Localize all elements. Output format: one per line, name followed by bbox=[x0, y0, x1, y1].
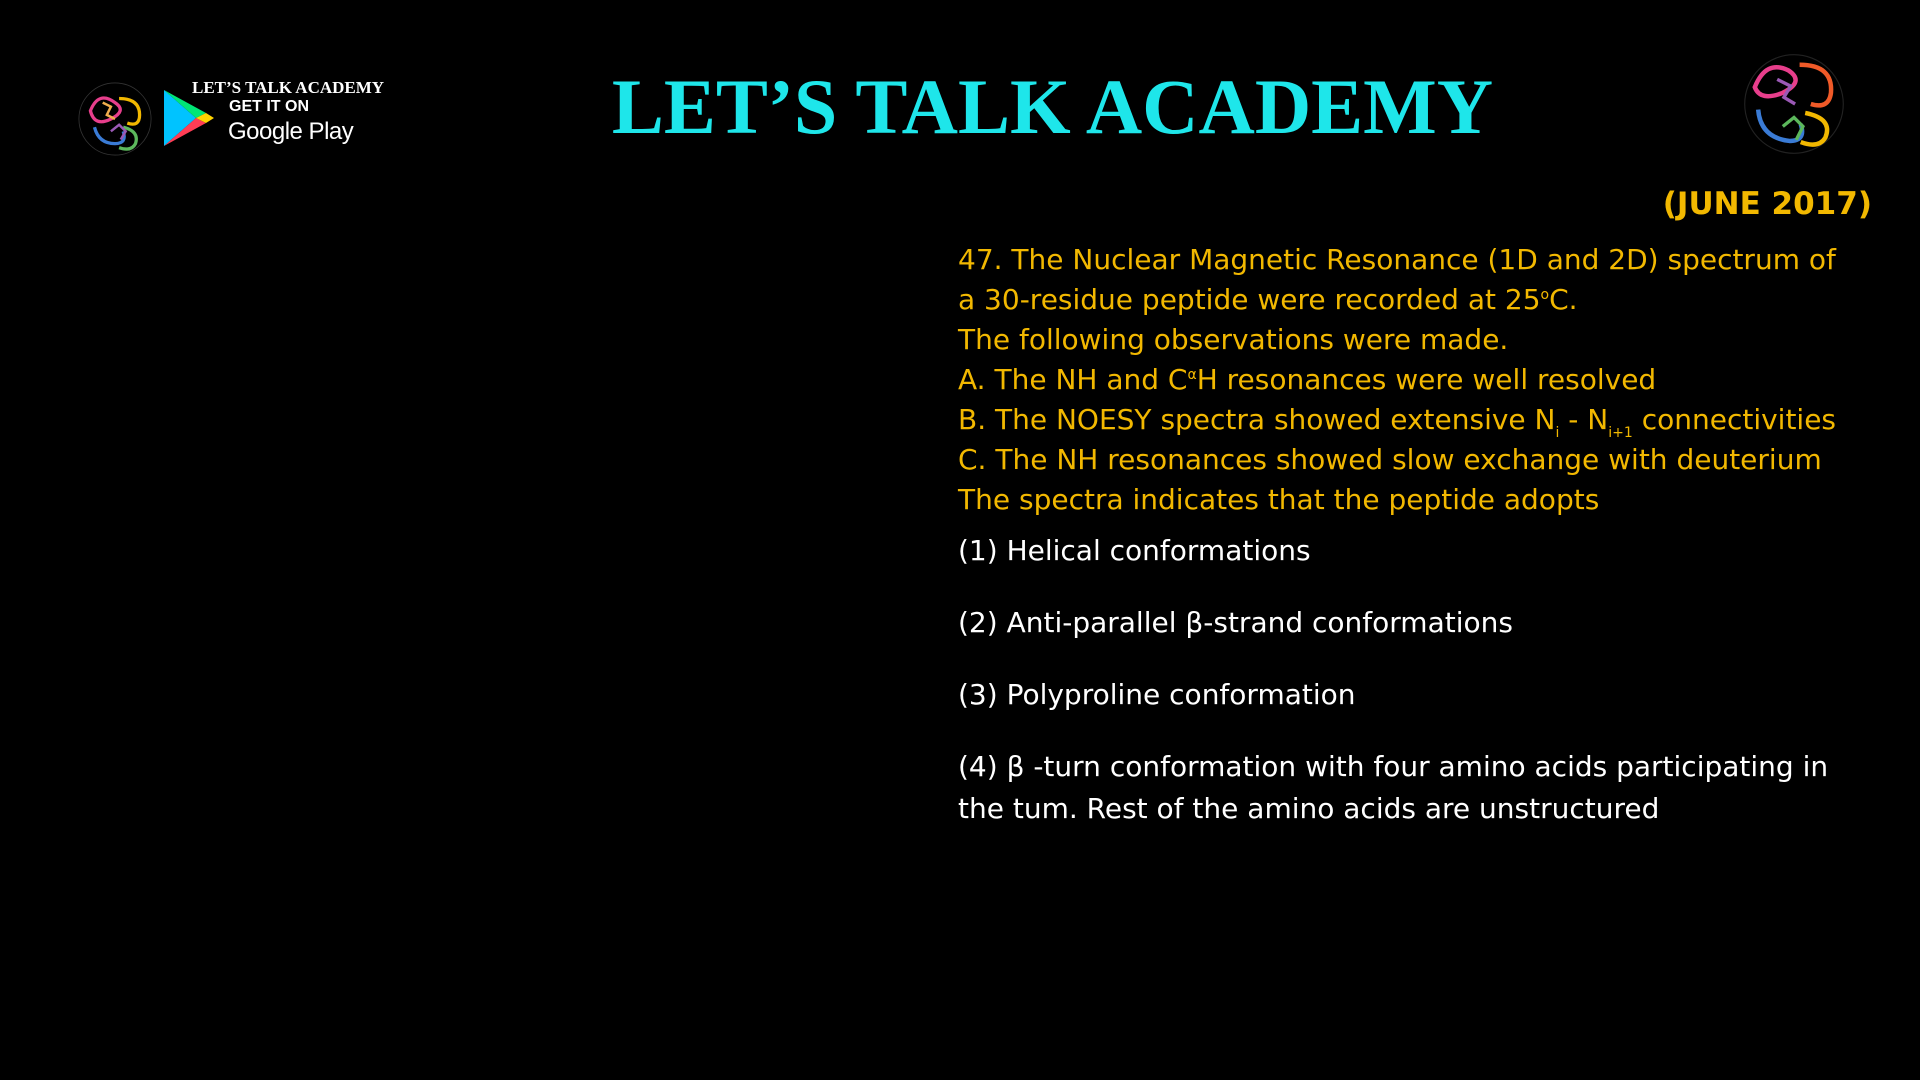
question-text: C. bbox=[1549, 283, 1578, 316]
badge-get-it-on: GET IT ON bbox=[229, 98, 309, 115]
badge-academy-text: LET’S TALK ACADEMY bbox=[192, 78, 385, 97]
question-text: H resonances were well resolved bbox=[1196, 363, 1657, 396]
option-2[interactable]: (2) Anti-parallel β-strand conformations bbox=[958, 606, 1513, 639]
question-text: a 30-residue peptide were recorded at 25 bbox=[958, 283, 1541, 316]
academy-logo-icon bbox=[1738, 48, 1850, 160]
subscript-i: i bbox=[1555, 425, 1560, 441]
question-line: 47. The Nuclear Magnetic Resonance (1D and 2D) spectrum of bbox=[958, 243, 1836, 276]
observation-b bbox=[958, 400, 1888, 440]
option-1[interactable]: (1) Helical conformations bbox=[958, 534, 1311, 567]
observation-a bbox=[958, 360, 1888, 400]
exam-year-tag: (JUNE 2017) bbox=[1662, 186, 1872, 222]
observation-c: C. The NH resonances showed slow exchange with deuterium bbox=[958, 443, 1822, 476]
question-text: B. The NOESY spectra showed extensive N bbox=[958, 403, 1556, 436]
question-text: - N bbox=[1559, 403, 1609, 436]
alpha-superscript: α bbox=[1187, 367, 1197, 383]
option-4[interactable]: (4) β -turn conformation with four amino acids participating in the tum. Rest of the amino acids are unstructured bbox=[958, 750, 1829, 825]
question-line: The following observations were made. bbox=[958, 323, 1509, 356]
question-line bbox=[958, 280, 1888, 320]
page-title: LET’S TALK ACADEMY bbox=[611, 63, 1494, 150]
degree-superscript: o bbox=[1540, 287, 1550, 303]
question-text: connectivities bbox=[1632, 403, 1837, 436]
answer-options bbox=[958, 530, 1858, 860]
option-3[interactable]: (3) Polyproline conformation bbox=[958, 678, 1356, 711]
question-block bbox=[958, 240, 1888, 520]
badge-store-name: Google Play bbox=[228, 118, 354, 145]
question-prompt: The spectra indicates that the peptide adopts bbox=[958, 483, 1600, 516]
subscript-i-plus-1: i+1 bbox=[1608, 425, 1633, 441]
question-text: A. The NH and C bbox=[958, 363, 1188, 396]
